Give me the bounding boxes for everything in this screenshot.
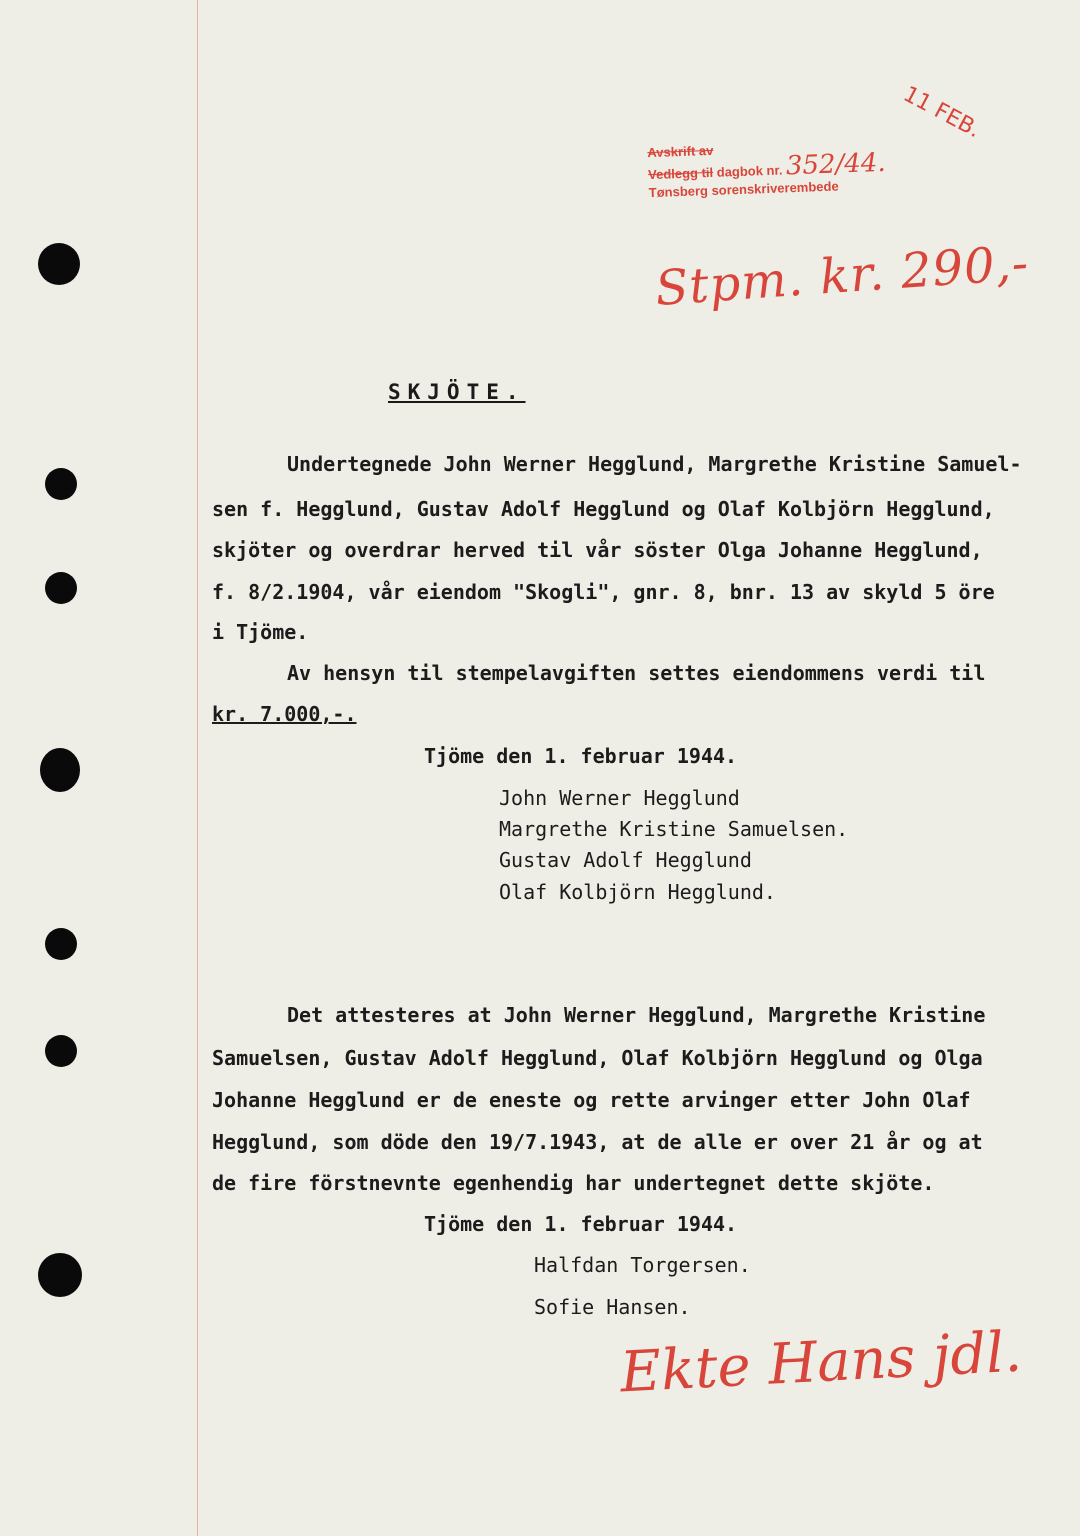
document-title: SKJÖTE. [388, 380, 526, 404]
stamp-line1: Avskrift av [647, 142, 714, 161]
stamp-dagbok-label: dagbok nr. [716, 162, 783, 180]
signatory: Olaf Kolbjörn Hegglund. [499, 880, 776, 904]
fee-note: Stpm. kr. 290,- [653, 235, 1031, 317]
handwritten-signature: Ekte Hans jdl. [618, 1319, 1024, 1406]
signatory: John Werner Hegglund [499, 786, 740, 810]
paragraph-line: Av hensyn til stempelavgiften settes eiendommens verdi til [287, 661, 986, 685]
punch-hole [45, 468, 77, 500]
margin-line [197, 0, 198, 1536]
paragraph-line: i Tjöme. [212, 620, 309, 644]
date-line: Tjöme den 1. februar 1944. [424, 1212, 738, 1236]
stamp-dagbok-number: 352/44. [785, 147, 887, 182]
paragraph-line: f. 8/2.1904, vår eiendom "Skogli", gnr. 8, bnr. 13 av skyld 5 öre [212, 580, 995, 604]
attest-line: de fire förstnevnte egenhendig har undertegnet dette skjöte. [212, 1171, 935, 1195]
witness: Halfdan Torgersen. [534, 1253, 751, 1277]
paragraph-line: skjöter og overdrar herved til vår söster Olga Johanne Hegglund, [212, 538, 983, 562]
punch-hole [40, 748, 80, 792]
signatory: Margrethe Kristine Samuelsen. [499, 817, 849, 841]
stamp-line2: Vedlegg til [647, 164, 714, 183]
witness: Sofie Hansen. [534, 1295, 691, 1319]
date-line: Tjöme den 1. februar 1944. [424, 744, 738, 768]
signatory: Gustav Adolf Hegglund [499, 848, 752, 872]
punch-hole [45, 572, 77, 604]
punch-hole [45, 1035, 77, 1067]
paragraph-line: Undertegnede John Werner Hegglund, Margrethe Kristine Samuel- [287, 452, 1022, 476]
office-stamp [647, 136, 887, 202]
stamp-date: 11 FEB. [899, 81, 985, 144]
attest-line: Samuelsen, Gustav Adolf Hegglund, Olaf Kolbjörn Hegglund og Olga [212, 1046, 983, 1070]
punch-hole [38, 1253, 82, 1297]
attest-line: Det attesteres at John Werner Hegglund, Margrethe Kristine [287, 1003, 986, 1027]
paragraph-line: sen f. Hegglund, Gustav Adolf Hegglund og Olaf Kolbjörn Hegglund, [212, 497, 995, 521]
punch-hole [45, 928, 77, 960]
attest-line: Hegglund, som döde den 19/7.1943, at de alle er over 21 år og at [212, 1130, 983, 1154]
amount: kr. 7.000,-. [212, 702, 357, 726]
stamp-office: Tønsberg sorenskriverembede [648, 178, 839, 201]
punch-hole [38, 243, 80, 285]
attest-line: Johanne Hegglund er de eneste og rette arvinger etter John Olaf [212, 1088, 971, 1112]
